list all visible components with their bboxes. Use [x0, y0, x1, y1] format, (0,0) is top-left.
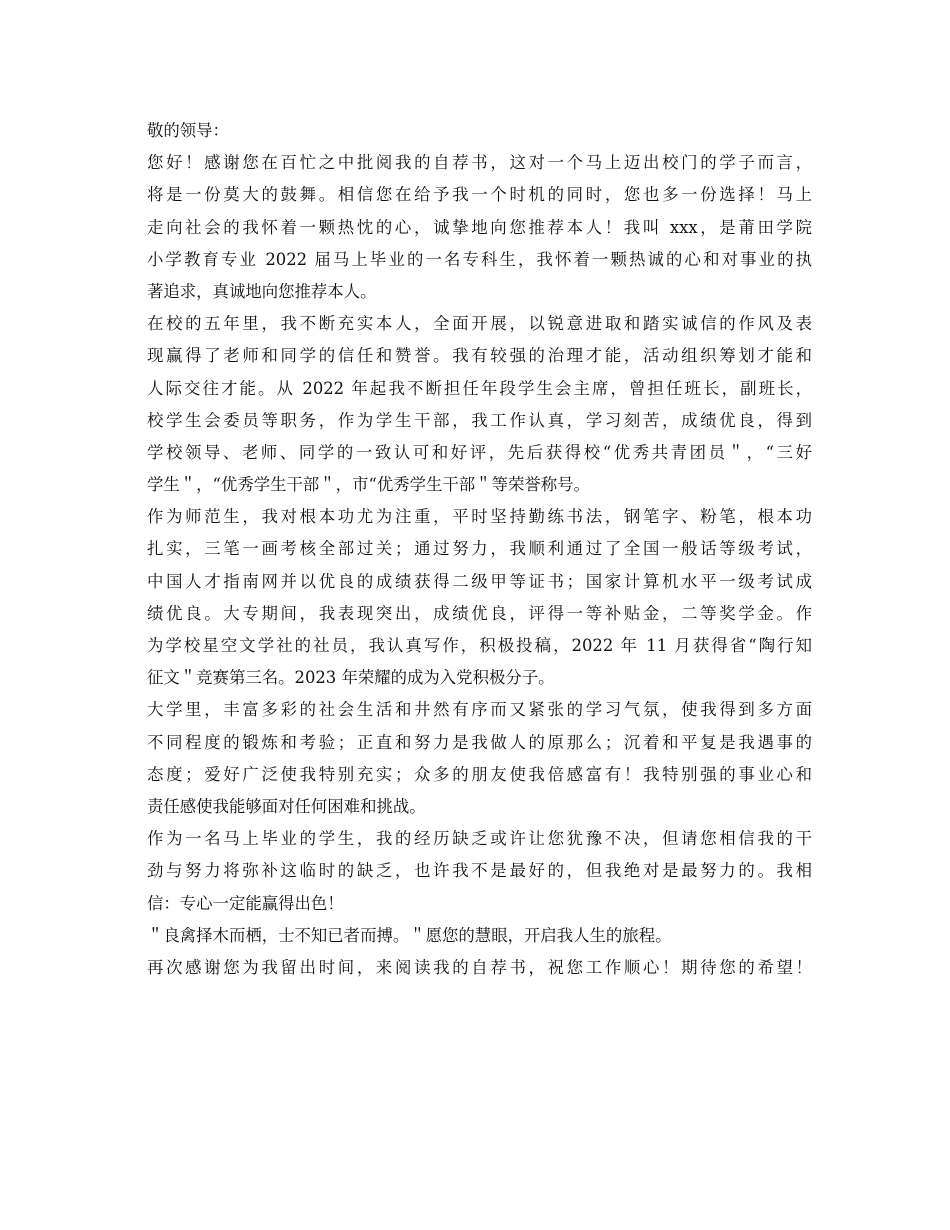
text-line: 在校的五年里，我不断充实本人，全面开展，以锐意进取和踏实诚信的作风及表: [147, 314, 812, 334]
text-line: 走向社会的我怀着一颗热忱的心，诚挚地向您推荐本人！我叫 xxx，是莆田学院: [147, 217, 812, 237]
text-line: 著追求，真诚地向您推荐本人。: [147, 281, 377, 301]
text-line: 信：专心一定能赢得出色！: [147, 893, 344, 913]
text-line: 征文＂竞赛第三名。2023 年荣耀的成为入党积极分子。: [147, 668, 555, 688]
text-line: 人际交往才能。从 2022 年起我不断担任年段学生会主席，曾担任班长，副班长，: [147, 378, 812, 398]
text-line: 绩优良。大专期间，我表现突出，成绩优良，评得一等补贴金，二等奖学金。作: [147, 603, 812, 623]
text-line: 学生＂，“优秀学生干部＂，市“优秀学生干部＂等荣誉称号。: [147, 475, 590, 495]
text-line: 校学生会委员等职务，作为学生干部，我工作认真，学习刻苦，成绩优良，得到: [147, 410, 812, 430]
text-line: 现赢得了老师和同学的信任和赞誉。我有较强的治理才能，活动组织筹划才能和: [147, 346, 812, 366]
text-line: 态度；爱好广泛使我特别充实；众多的朋友使我倍感富有！我特别强的事业心和: [147, 764, 812, 784]
text-line: 责任感使我能够面对任何困难和挑战。: [147, 796, 426, 816]
text-line: 作为师范生，我对根本功尤为注重，平时坚持勤练书法，钢笔字、粉笔，根本功: [147, 507, 812, 527]
text-line: 敬的领导：: [147, 121, 229, 140]
text-line: 为学校星空文学社的社员，我认真写作，积极投稿，2022 年 11 月获得省“陶行知: [147, 636, 812, 655]
text-line: 您好！感谢您在百忙之中批阅我的自荐书，这对一个马上迈出校门的学子而言，: [147, 153, 812, 173]
text-line: 不同程度的锻炼和考验；正直和努力是我做人的原那么；沉着和平复是我遇事的: [147, 732, 812, 752]
letter-body: [147, 115, 812, 984]
text-line: 作为一名马上毕业的学生，我的经历缺乏或许让您犹豫不决，但请您相信我的干: [147, 829, 812, 849]
text-line: 小学教育专业 2022 届马上毕业的一名专科生，我怀着一颗热诚的心和对事业的执: [147, 249, 812, 269]
text-line: 扎实，三笔一画考核全部过关；通过努力，我顺利通过了全国一般话等级考试，: [147, 539, 812, 559]
text-line: 将是一份莫大的鼓舞。相信您在给予我一个时机的同时，您也多一份选择！马上: [147, 185, 812, 205]
text-line: 大学里，丰富多彩的社会生活和井然有序而又紧张的学习气氛，使我得到多方面: [147, 700, 812, 720]
text-line: 劲与努力将弥补这临时的缺乏，也许我不是最好的，但我绝对是最努力的。我相: [147, 861, 812, 881]
text-line: 学校领导、老师、同学的一致认可和好评，先后获得校“优秀共青团员＂，“三好: [147, 442, 812, 462]
text-line: 中国人才指南网并以优良的成绩获得二级甲等证书；国家计算机水平一级考试成: [147, 571, 812, 591]
text-line: 再次感谢您为我留出时间，来阅读我的自荐书，祝您工作顺心！期待您的希望！: [147, 957, 812, 977]
text-line: ＂良禽择木而栖，士不知已者而搏。＂愿您的慧眼，开启我人生的旅程。: [147, 925, 672, 945]
